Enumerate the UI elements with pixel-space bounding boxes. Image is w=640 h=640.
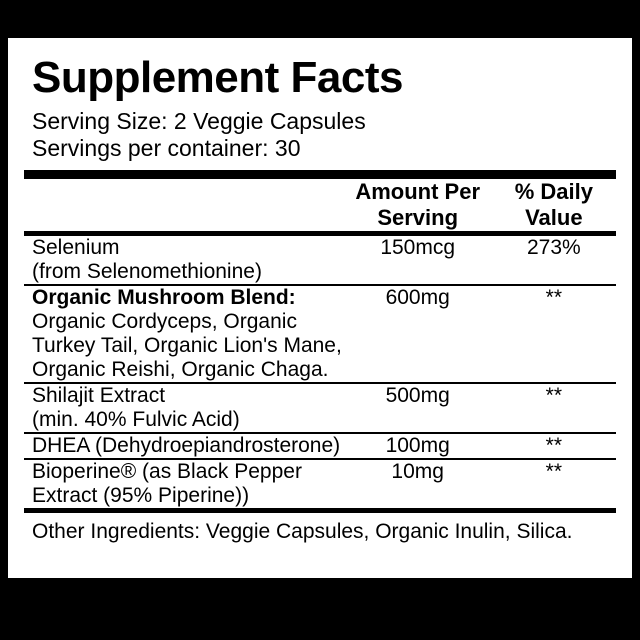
table-header-row bbox=[24, 179, 616, 231]
servings-per-container-text: Servings per container: 30 bbox=[32, 135, 301, 162]
nutrient-sub: (from Selenomethionine) bbox=[32, 260, 262, 284]
row-name-cell bbox=[24, 460, 344, 508]
divider-thick-top bbox=[24, 170, 616, 179]
nutrient-name: Bioperine® (as Black Pepper bbox=[32, 459, 302, 483]
row-daily-value: ** bbox=[545, 286, 563, 310]
row-name-cell bbox=[24, 434, 344, 458]
supplement-facts-panel bbox=[8, 38, 632, 578]
other-ingredients-text: Other Ingredients: Veggie Capsules, Organic Inulin, Silica. bbox=[32, 519, 573, 543]
nutrient-name: DHEA (Dehydroepiandrosterone) bbox=[32, 433, 341, 457]
row-amount: 10mg bbox=[391, 459, 444, 483]
nutrient-name: Organic Mushroom Blend: bbox=[32, 286, 296, 310]
row-name-cell bbox=[24, 384, 344, 432]
row-daily-value: 273% bbox=[526, 236, 581, 260]
table-row bbox=[24, 434, 616, 458]
table-row bbox=[24, 236, 616, 284]
header-nutrient bbox=[24, 179, 344, 231]
row-daily-value: ** bbox=[545, 383, 563, 407]
serving-size-text: Serving Size: 2 Veggie Capsules bbox=[32, 108, 366, 134]
row-daily-value: ** bbox=[545, 433, 563, 457]
page-title: Supplement Facts bbox=[32, 53, 403, 102]
nutrient-name: Selenium bbox=[32, 236, 120, 260]
table-row bbox=[24, 286, 616, 382]
divider-medium-bottom bbox=[24, 508, 616, 513]
table-row bbox=[24, 384, 616, 432]
nutrient-name: Shilajit Extract bbox=[32, 383, 166, 407]
row-daily-value: ** bbox=[545, 459, 563, 483]
row-amount: 500mg bbox=[385, 383, 450, 407]
nutrient-sub: (min. 40% Fulvic Acid) bbox=[32, 407, 240, 431]
nutrient-sub: Organic Cordyceps, Organic Turkey Tail, Organic Lion's Mane, Organic Reishi, Organic Chaga. bbox=[32, 310, 342, 381]
table-row bbox=[24, 460, 616, 508]
header-daily-value: % Daily Value bbox=[514, 179, 593, 231]
nutrition-rows bbox=[24, 236, 616, 507]
row-amount: 100mg bbox=[385, 433, 450, 457]
header-amount-per-serving: Amount Per Serving bbox=[355, 179, 481, 231]
nutrient-sub: Extract (95% Piperine)) bbox=[32, 483, 250, 507]
row-name-cell bbox=[24, 286, 344, 382]
row-name-cell bbox=[24, 236, 344, 284]
bottom-black-band bbox=[0, 580, 640, 640]
row-amount: 150mcg bbox=[380, 236, 456, 260]
nutrition-table bbox=[24, 179, 616, 231]
row-amount: 600mg bbox=[385, 286, 450, 310]
